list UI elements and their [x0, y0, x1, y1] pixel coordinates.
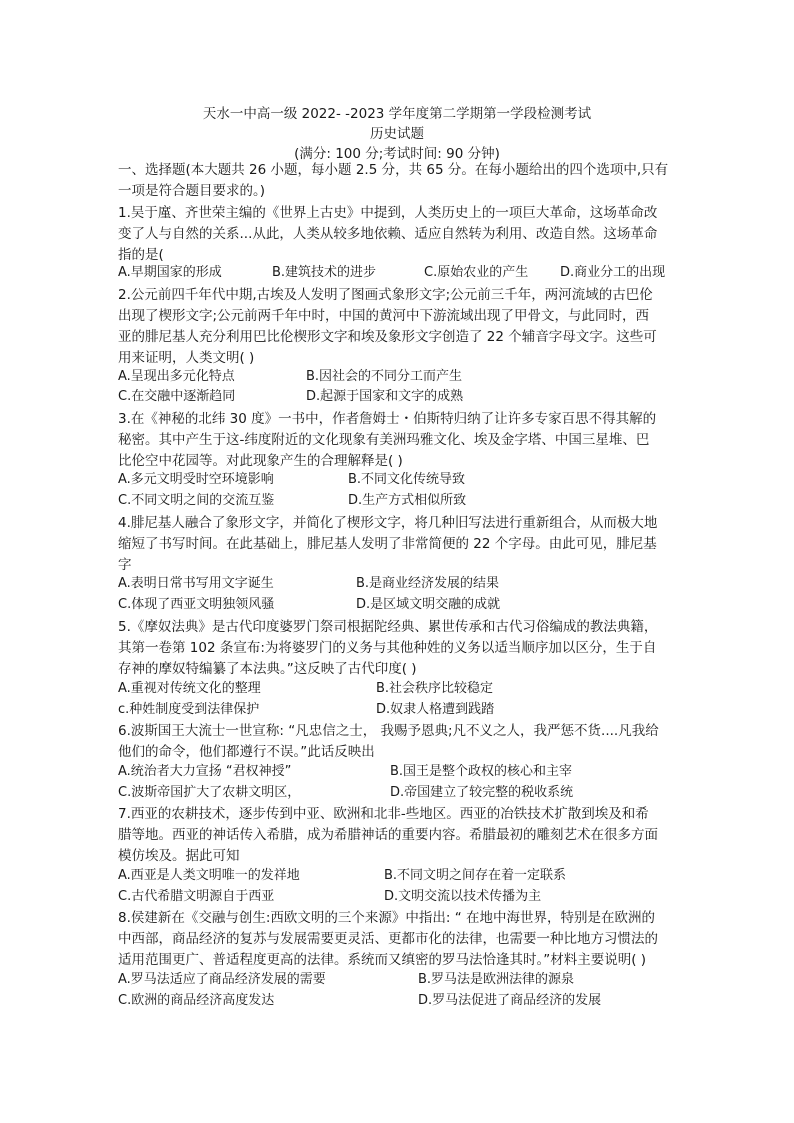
- question-2-option-c[interactable]: C.在交融中逐渐趋同: [118, 389, 236, 404]
- question-4-option-b[interactable]: B.是商业经济发展的结果: [356, 576, 500, 591]
- section-intro-line: 一、选择题(本大题共 26 小题，每小题 2.5 分，共 65 分。在每小题给出的四个选项中,只有: [118, 162, 669, 178]
- question-7-option-a[interactable]: A.西亚是人类文明唯一的发祥地: [118, 868, 300, 883]
- question-5-option-d[interactable]: D.奴隶人格遭到践踏: [376, 702, 495, 717]
- question-8-line: 8.侯建新在《交融与创生:西欧文明的三个来源》中指出: “ 在地中海世界，特别是在欧洲的: [118, 910, 656, 926]
- question-5-option-c[interactable]: c.种姓制度受到法律保护: [118, 702, 260, 717]
- question-2-line: 2.公元前四千年代中期,古埃及人发明了图画式象形文字;公元前三千年，两河流域的古巴伦: [118, 287, 653, 303]
- question-1-option-a[interactable]: A.早期国家的形成: [118, 265, 222, 280]
- question-5-line: 其第一卷第 102 条宣布:为将婆罗门的义务与其他种姓的义务以适当顺序加以区分，生于自: [118, 640, 657, 656]
- question-3-line: 比伦空中花园等。对此现象产生的合理解释是( ): [118, 453, 403, 469]
- question-6-option-a[interactable]: A.统治者大力宣扬 “君权神授”: [118, 764, 292, 779]
- question-8-option-a[interactable]: A.罗马法适应了商品经济发展的需要: [118, 972, 326, 987]
- question-4-option-a[interactable]: A.表明日常书写用文字诞生: [118, 576, 274, 591]
- question-5-option-b[interactable]: B.社会秩序比较稳定: [376, 681, 494, 696]
- question-1-line: 指的是(: [118, 247, 164, 263]
- question-7-option-c[interactable]: C.古代希腊文明源自于西亚: [118, 889, 275, 904]
- question-2-line: 用来证明，人类文明( ): [118, 350, 255, 366]
- question-3-option-c[interactable]: C.不同文明之间的交流互鉴: [118, 493, 275, 508]
- question-6-line: 他们的命令，他们都遵行不误。”此话反映出: [118, 744, 375, 760]
- question-1-option-c[interactable]: C.原始农业的产生: [424, 265, 529, 280]
- question-3-option-a[interactable]: A.多元文明受时空环境影响: [118, 472, 274, 487]
- question-8-line: 中西部，商品经济的复苏与发展需要更灵活、更都市化的法律，也需要一种比地方习惯法的: [118, 931, 658, 947]
- question-2-option-a[interactable]: A.呈现出多元化特点: [118, 369, 235, 384]
- question-8-line: 适用范围更广、普适程度更高的法律。系统而又缜密的罗马法恰逢其时。”材料主要说明( ): [118, 952, 647, 968]
- question-1-option-d[interactable]: D.商业分工的出现: [560, 265, 666, 280]
- question-2-option-b[interactable]: B.因社会的不同分工而产生: [306, 369, 463, 384]
- question-8-option-d[interactable]: D.罗马法促进了商品经济的发展: [418, 993, 602, 1008]
- exam-score-info: (满分: 100 分;考试时间: 90 分钟): [294, 146, 500, 162]
- question-2-line: 出现了楔形文字;公元前两千年中时，中国的黄河中下游流域出现了甲骨文，与此同时，西: [118, 308, 650, 324]
- exam-subject: 历史试题: [370, 126, 424, 142]
- question-4-option-d[interactable]: D.是区域文明交融的成就: [356, 597, 501, 612]
- exam-title: 天水一中高一级 2022- -2023 学年度第二学期第一学段检测考试: [202, 106, 592, 122]
- question-3-option-b[interactable]: B.不同文化传统导致: [348, 472, 466, 487]
- question-3-line: 3.在《神秘的北纬 30 度》一书中，作者詹姆士・伯斯特归纳了让许多专家百思不得其解的: [118, 411, 657, 427]
- question-4-option-c[interactable]: C.体现了西亚文明独领风骚: [118, 597, 275, 612]
- question-8-option-b[interactable]: B.罗马法是欧洲法律的源泉: [418, 972, 575, 987]
- question-7-line: 腊等地。西亚的神话传入希腊，成为希腊神话的重要内容。希腊最初的雕刻艺术在很多方面: [118, 827, 658, 843]
- question-2-line: 亚的腓尼基人充分利用巴比伦楔形文字和埃及象形文字创造了 22 个辅音字母文字。这些可: [118, 329, 657, 345]
- question-5-line: 存神的摩奴特编纂了本法典。”这反映了古代印度( ): [118, 661, 417, 677]
- question-7-option-b[interactable]: B.不同文明之间存在着一定联系: [384, 868, 567, 883]
- question-6-option-d[interactable]: D.帝国建立了较完整的税收系统: [390, 785, 574, 800]
- question-3-option-d[interactable]: D.生产方式相似所致: [348, 493, 467, 508]
- question-7-line: 模仿埃及。据此可知: [118, 848, 240, 864]
- question-6-option-c[interactable]: C.波斯帝国扩大了农耕文明区，: [118, 785, 301, 800]
- question-6-option-b[interactable]: B.国王是整个政权的核心和主宰: [390, 764, 573, 779]
- question-5-line: 5.《摩奴法典》是古代印度婆罗门祭司根据陀经典、累世传承和古代习俗编成的教法典籍，: [118, 619, 658, 635]
- question-3-line: 秘密。其中产生于这-纬度附近的文化现象有美洲玛雅文化、埃及金字塔、中国三星堆、巴: [118, 432, 650, 448]
- question-8-option-c[interactable]: C.欧洲的商品经济高度发达: [118, 993, 275, 1008]
- question-2-option-d[interactable]: D.起源于国家和文字的成熟: [306, 389, 464, 404]
- question-7-option-d[interactable]: D.文明交流以技术传播为主: [384, 889, 542, 904]
- question-6-line: 6.波斯国王大流士一世宣称: “凡忠信之士， 我赐予恩典;凡不义之人，我严惩不货....凡我给: [118, 723, 659, 739]
- question-4-line: 字: [118, 557, 132, 573]
- section-intro-line: 一项是符合题目要求的。): [118, 183, 266, 199]
- question-1-line: 变了人与自然的关系...从此，人类从较多地依赖、适应自然转为利用、改造自然。这场革命: [118, 226, 658, 242]
- question-7-line: 7.西亚的农耕技术，逐步传到中亚、欧洲和北非-些地区。西亚的冶铁技术扩散到埃及和希: [118, 806, 649, 822]
- question-5-option-a[interactable]: A.重视对传统文化的整理: [118, 681, 261, 696]
- question-1-line: 1.吴于廑、齐世荣主编的《世界上古史》中提到，人类历史上的一项巨大革命，这场革命改: [118, 205, 658, 221]
- question-4-line: 4.腓尼基人融合了象形文字，并简化了楔形文字，将几种旧写法进行重新组合，从而极大地: [118, 515, 658, 531]
- question-4-line: 缩短了书写时间。在此基础上，腓尼基人发明了非常简便的 22 个字母。由此可见，腓尼基: [118, 536, 657, 552]
- question-1-option-b[interactable]: B.建筑技术的进步: [272, 265, 377, 280]
